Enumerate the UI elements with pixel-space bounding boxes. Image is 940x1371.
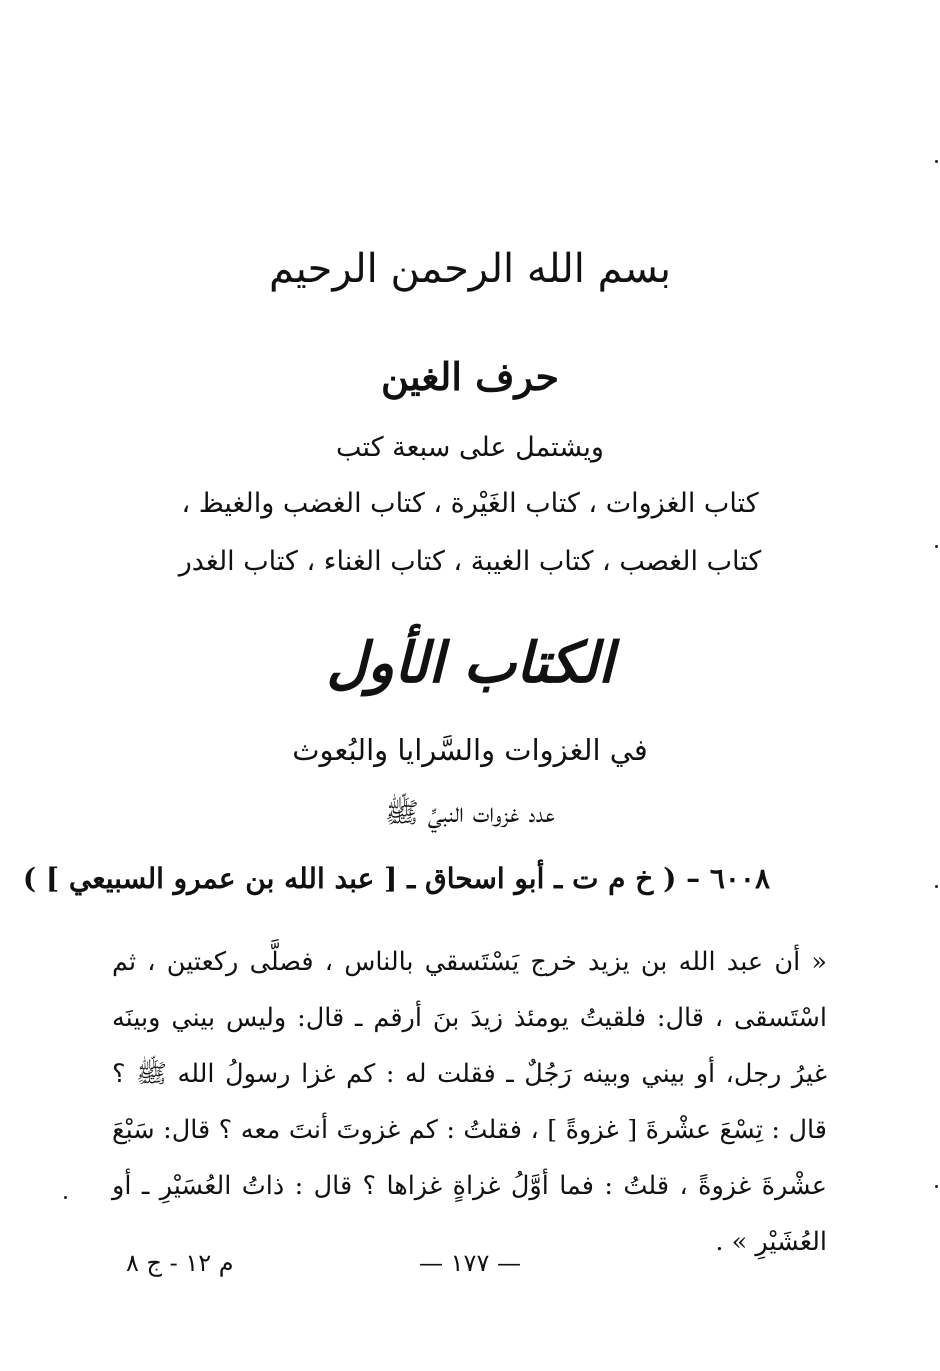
hadith-text: « أن عبد الله بن يزيد خرج يَسْتَسقي بالناس ، فصلَّى ركعتين ، ثم اسْتَسقى ، قال: فلقيتُ يومئذ زيدَ بنَ أرقم ـ قال: وليس بيني وبينَه غيرُ رجل، أو بيني وبينه رَجُلٌ ـ فقلت له : كم غزا رسولُ الله ﷺ ؟ قال : تِسْعَ عشْرةَ [ غزوةً ] ، فقلتُ : كم غزوتَ أنتَ معه ؟ قال: سَبْعَ عشْرةَ غزوةً ، قلتُ : فما أوَّلُ غزاةٍ غزاها ؟ قال : ذاتُ العُسَيْرِ ـ أو العُشَيْرِ » . bbox=[112, 947, 827, 1257]
section-subtitle: ويشتمل على سبعة كتب bbox=[336, 432, 604, 463]
chapter-title: عدد غزوات النبيِّ ﷺ bbox=[385, 796, 555, 829]
margin-mark bbox=[935, 885, 938, 888]
page-number: — ١٧٧ — bbox=[419, 1249, 521, 1277]
margin-mark bbox=[64, 1196, 67, 1199]
hadith-body bbox=[112, 934, 827, 1270]
book-title: الكتاب الأول bbox=[326, 630, 614, 696]
books-list-line-1: كتاب الغزوات ، كتاب الغَيْرة ، كتاب الغضب والغيظ ، bbox=[181, 488, 759, 519]
volume-reference: م ١٢ - ج ٨ bbox=[126, 1249, 234, 1277]
margin-mark bbox=[935, 160, 938, 163]
section-title: حرف الغين bbox=[381, 354, 559, 399]
hadith-heading: ٦٠٠٨ – ( خ م ت ـ أبو اسحاق ـ [ عبد الله بن عمرو السبيعي ] ) bbox=[22, 862, 770, 895]
book-subtitle: في الغزوات والسَّرايا والبُعوث bbox=[292, 733, 648, 767]
basmala-heading: بسم الله الرحمن الرحيم bbox=[268, 246, 672, 292]
margin-mark bbox=[935, 1185, 938, 1188]
books-list-line-2: كتاب الغصب ، كتاب الغيبة ، كتاب الغناء ، كتاب الغدر bbox=[178, 546, 762, 577]
margin-mark bbox=[935, 545, 938, 548]
